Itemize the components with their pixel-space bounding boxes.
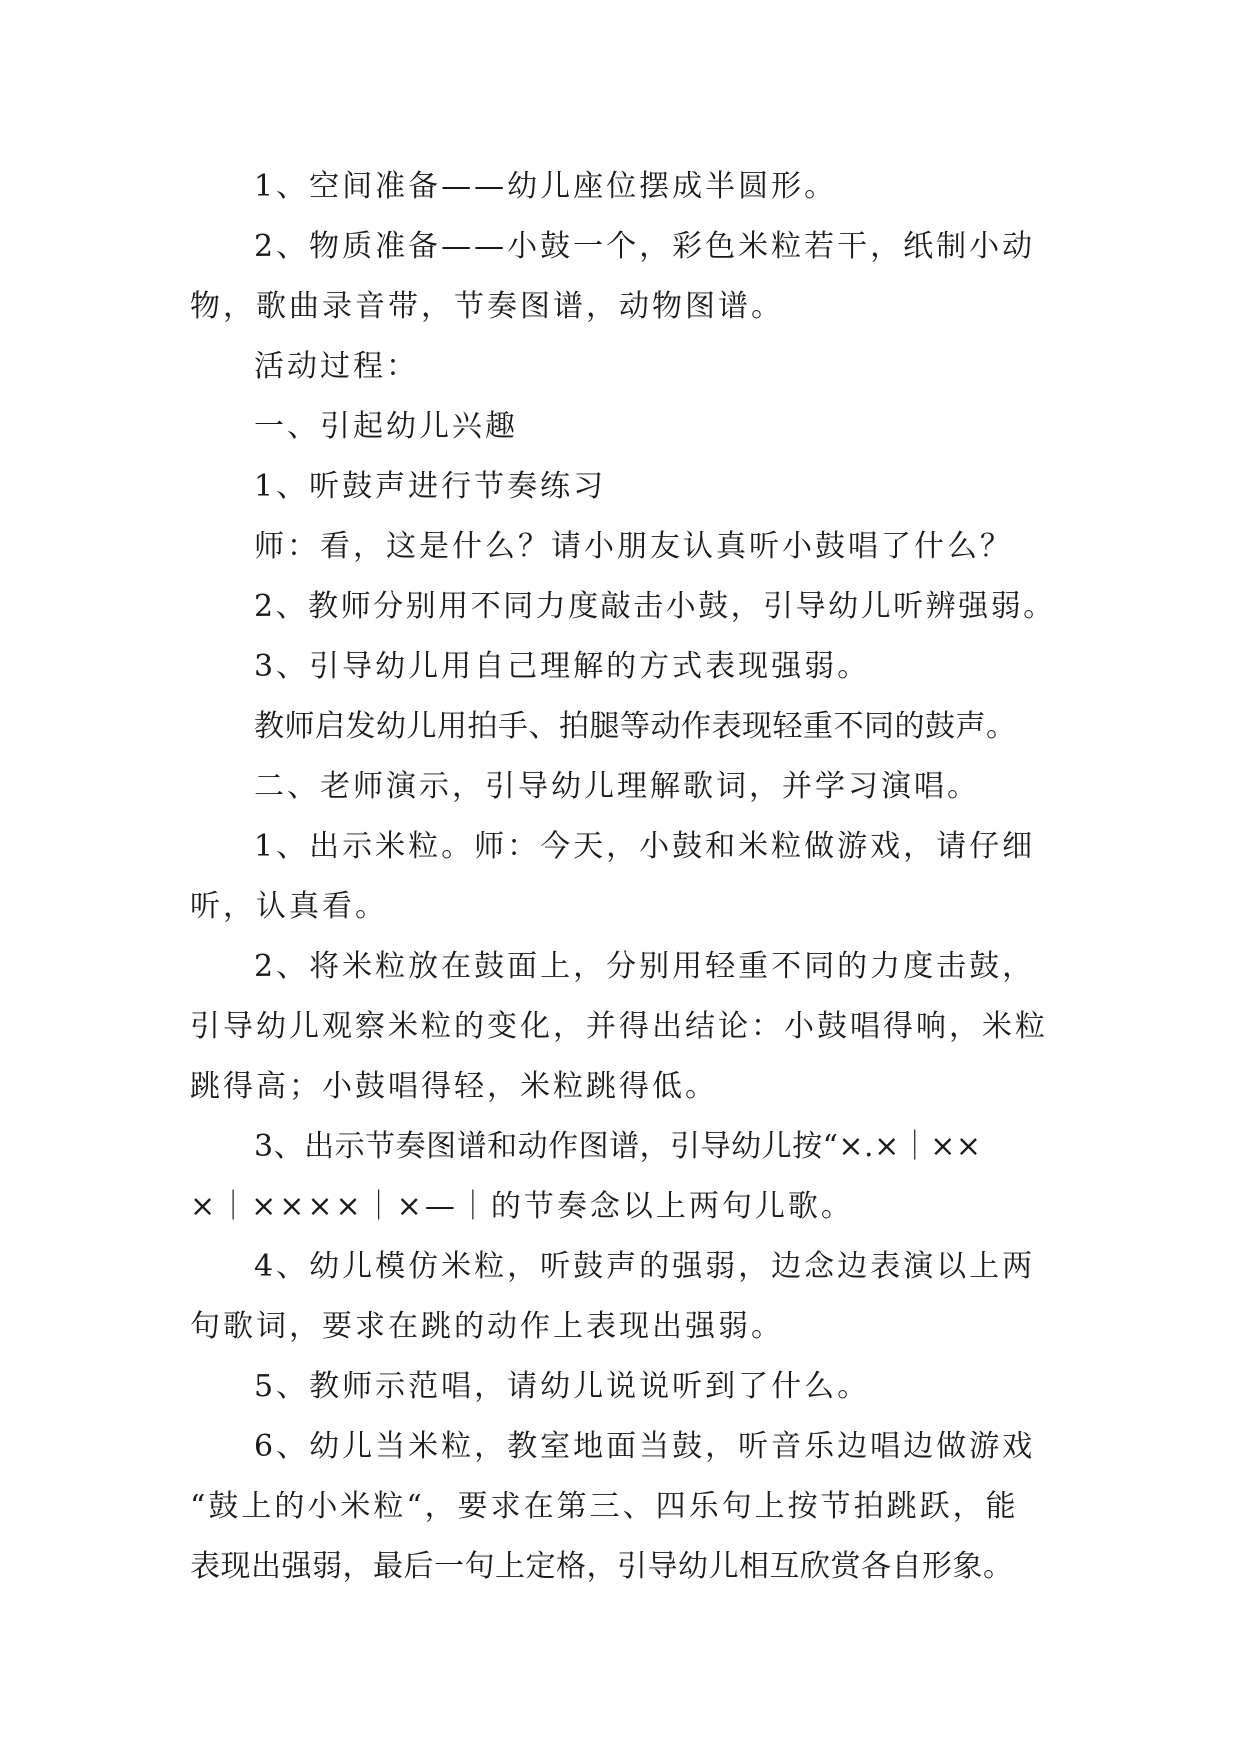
- paragraph-line: 表现出强弱，最后一句上定格，引导幼儿相互欣赏各自形象。: [190, 1549, 1014, 1584]
- paragraph-line: 1、空间准备——幼儿座位摆成半圆形。: [254, 169, 838, 204]
- paragraph-line: 师：看，这是什么？请小朋友认真听小鼓唱了什么？: [254, 529, 1013, 564]
- paragraph-line: 2、物质准备——小鼓一个，彩色米粒若干，纸制小动: [254, 229, 1036, 264]
- paragraph-line: 4、幼儿模仿米粒，听鼓声的强弱，边念边表演以上两: [254, 1249, 1036, 1284]
- paragraph-line: 教师启发幼儿用拍手、拍腿等动作表现轻重不同的鼓声。: [254, 709, 1017, 744]
- paragraph-line: “鼓上的小米粒“，要求在第三、四乐句上按节拍跳跃，能: [190, 1489, 1019, 1524]
- paragraph-line: 3、出示节奏图谱和动作图谱，引导幼儿按“×.×｜××: [254, 1129, 982, 1164]
- paragraph-line: 1、出示米粒。师：今天，小鼓和米粒做游戏，请仔细: [254, 829, 1036, 864]
- section-heading: 活动过程：: [254, 349, 419, 384]
- paragraph-line: 5、教师示范唱，请幼儿说说听到了什么。: [254, 1369, 871, 1404]
- paragraph-line: 引导幼儿观察米粒的变化，并得出结论：小鼓唱得响，米粒: [190, 1009, 1048, 1044]
- paragraph-line: 6、幼儿当米粒，教室地面当鼓，听音乐边唱边做游戏: [254, 1429, 1036, 1464]
- section-heading: 二、老师演示，引导幼儿理解歌词，并学习演唱。: [254, 769, 980, 804]
- paragraph-line: 3、引导幼儿用自己理解的方式表现强弱。: [254, 649, 871, 684]
- paragraph-line: 跳得高；小鼓唱得轻，米粒跳得低。: [190, 1069, 718, 1104]
- paragraph-line: 句歌词，要求在跳的动作上表现出强弱。: [190, 1309, 784, 1344]
- paragraph-line: 物，歌曲录音带，节奏图谱，动物图谱。: [190, 289, 784, 324]
- document-body: [190, 157, 1058, 1597]
- section-heading: 一、引起幼儿兴趣: [254, 409, 518, 444]
- paragraph-line: 听，认真看。: [190, 889, 388, 924]
- paragraph-line: 2、教师分别用不同力度敲击小鼓，引导幼儿听辨强弱。: [254, 589, 1056, 624]
- paragraph-line: 1、听鼓声进行节奏练习: [254, 469, 607, 504]
- paragraph-line: 2、将米粒放在鼓面上，分别用轻重不同的力度击鼓，: [254, 949, 1036, 984]
- paragraph-line: ×｜××××｜×—｜的节奏念以上两句儿歌。: [190, 1189, 854, 1224]
